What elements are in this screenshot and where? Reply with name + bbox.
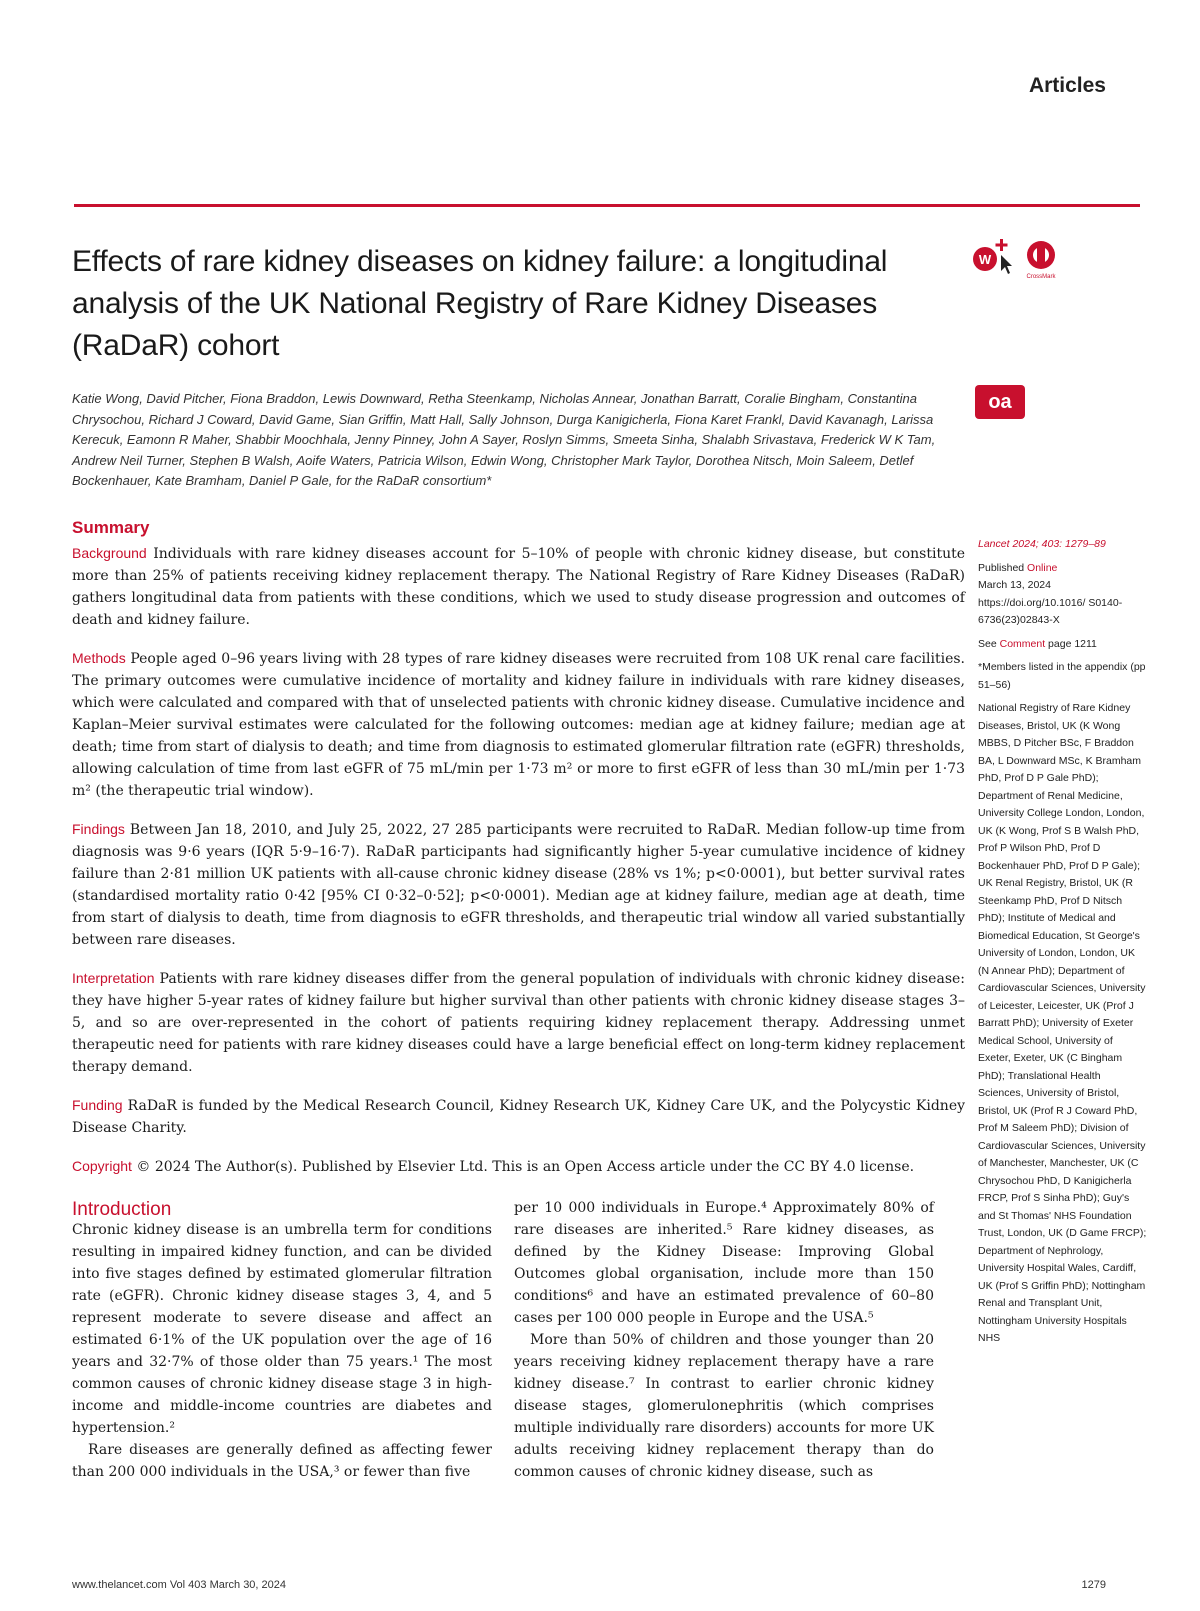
article-title: Effects of rare kidney diseases on kidney failure: a longitudinal analysis of the UK National Registry of Rare Kidney Diseases (RaDaR) cohort (72, 245, 888, 362)
svg-text:W: W (978, 252, 992, 267)
comment-page: page 1211 (1048, 637, 1097, 650)
published-date: March 13, 2024 (978, 579, 1051, 591)
summary-heading: Summary (72, 518, 150, 537)
doi-link[interactable]: https://doi.org/10.1016/ S0140-6736(23)02843-X (978, 596, 1123, 626)
bookmark-plus-icon[interactable] (973, 239, 1012, 274)
interpretation-label: Interpretation (72, 970, 155, 986)
background-label: Background (72, 545, 147, 561)
background-paragraph (72, 542, 965, 631)
journal-footer: www.thelancet.com Vol 403 March 30, 2024 (72, 1579, 287, 1591)
intro-column-left (72, 1219, 492, 1483)
affiliations: National Registry of Rare Kidney Diseases, Bristol, UK (K Wong MBBS, D Pitcher BSc, F Braddon BA, L Downward MSc, K Bramham PhD, Prof D P Gale PhD); Department of Renal Medicine, University College London, London, UK (K Wong, Prof S B Walsh PhD, Prof P Wilson PhD, Prof D Bockenhauer PhD, Prof D P Gale); UK Renal Registry, Bristol, UK (R Steenkamp PhD, Prof D Nitsch PhD); Institute of Medical and Biomedical Education, St George's University of London, London, UK (N Annear PhD); Department of Cardiovascular Sciences, University of Leicester, Leicester, UK (Prof J Barratt PhD); University of Exeter Medical School, University of Exeter, Exeter, UK (C Bingham PhD); Translational Health Sciences, University of Bristol, Bristol, UK (Prof R J Coward PhD, Prof M Saleem PhD); Division of Cardiovascular Sciences, University of Manchester, Manchester, UK (C Chrysochou PhD, D Kanigicherla FRCP, Prof S Sinha PhD); Guy's and St Thomas' NHS Foundation Trust, London, UK (D Game FRCP); Department of Nephrology, University Hospital Wales, Cardiff, UK (Prof S Griffin PhD); Nottingham Renal and Transplant Unit, Nottingham University Hospitals NHS (978, 702, 1147, 1344)
funding-text: RaDaR is funded by the Medical Research Council, Kidney Research UK, Kidney Care UK, and the Polycystic Kidney Disease Charity. (72, 1098, 966, 1136)
findings-text: Between Jan 18, 2010, and July 25, 2022, 27 285 participants were recruited to RaDaR. Median follow-up time from diagnosis was 9·6 years (IQR 5·9–16·7). RaDaR participants had significantly higher 5-year cumulative incidence of kidney failure than 2·81 million UK patients with all-cause chronic kidney disease (28% vs 1%; p<0·0001), but better survival rates (standardised mortality ratio 0·42 [95% CI 0·32–0·52]; p<0·0001). Median age at kidney failure, median age at death, time from start of dialysis to death, time from diagnosis to eGFR thresholds, and therapeutic trial window all varied substantially between rare diseases. (72, 822, 966, 948)
see-prefix: See (978, 637, 997, 650)
copyright-label: Copyright (72, 1158, 132, 1174)
summary (72, 517, 965, 1194)
interpretation-text: Patients with rare kidney diseases differ from the general population of individuals with chronic kidney disease: they have higher 5-year rates of kidney failure but higher survival than other patients with chronic kidney disease stages 3–5, and so are over-represented in the cohort of patients requiring kidney replacement therapy. Addressing unmet therapeutic need for patients with rare kidney diseases could have a large beneficial effect on long-term kidney replacement therapy demand. (72, 971, 966, 1075)
members-note: *Members listed in the appendix (pp 51–56) (978, 661, 1146, 691)
sidebar-notes (978, 536, 1148, 1348)
funding-paragraph (72, 1094, 965, 1139)
published-prefix: Published (978, 561, 1025, 574)
methods-paragraph (72, 647, 965, 802)
intro-column-right (514, 1197, 934, 1483)
copyright-text: © 2024 The Author(s). Published by Elsevier Ltd. This is an Open Access article under the CC BY 4.0 license. (136, 1159, 915, 1175)
interpretation-paragraph (72, 967, 965, 1078)
journal-citation[interactable]: Lancet 2024; 403: 1279–89 (978, 538, 1106, 550)
background-text: Individuals with rare kidney diseases account for 5–10% of people with chronic kidney disease, but constitute more than 25% of patients receiving kidney replacement therapy. The National Registry of Rare Kidney Diseases (RaDaR) gathers longitudinal data from patients with these conditions, which we used to study disease progression and outcomes of death and kidney failure. (72, 546, 965, 628)
author-list: Katie Wong, David Pitcher, Fiona Braddon, Lewis Downward, Retha Steenkamp, Nicholas Annear, Jonathan Barratt, Coralie Bingham, Constantina Chrysochou, Richard J Coward, David Game, Sian Griffin, Matt Hall, Sally Johnson, Durga Kanigicherla, Fiona Karet Frankl, David Kavanagh, Larissa Kerecuk, Eamonn R Maher, Shabbir Moochhala, Jenny Pinney, John A Sayer, Roslyn Simms, Smeeta Sinha, Shalabh Srivastava, Frederick W K Tam, Andrew Neil Turner, Stephen B Walsh, Aoife Waters, Patricia Wilson, Edwin Wong, Christopher Mark Taylor, Dorothea Nitsch, Moin Saleem, Detlef Bockenhauer, Kate Bramham, Daniel P Gale, for the RaDaR consortium* (72, 391, 936, 489)
intro-paragraph: More than 50% of children and those younger than 20 years receiving kidney replacement therapy have a rare kidney disease.⁷ In contrast to earlier chronic kidney disease stages, glomerulonephritis (which comprises multiple individually rare disorders) accounts for more UK adults receiving kidney replacement therapy than do common causes of chronic kidney disease, such as (514, 1332, 934, 1480)
section-label: Articles (1028, 74, 1106, 97)
comment-link[interactable]: Comment (999, 637, 1046, 650)
see-comment-line (978, 636, 1148, 654)
methods-label: Methods (72, 650, 126, 666)
crossmark-label: CrossMark (1026, 274, 1056, 280)
findings-paragraph (72, 818, 965, 951)
article-badges (970, 237, 1070, 281)
findings-label: Findings (72, 821, 125, 837)
intro-paragraph: per 10 000 individuals in Europe.⁴ Approximately 80% of rare diseases are inherited.⁵ Rare kidney diseases, as defined by the Kidney Disease: Improving Global Outcomes global organisation, include more than 150 conditions⁶ and have an estimated prevalence of 60–80 cases per 100 000 people in Europe and the USA.⁵ (514, 1200, 934, 1326)
methods-text: People aged 0–96 years living with 28 types of rare kidney diseases were recruited from 108 UK renal care facilities. The primary outcomes were cumulative incidence of mortality and kidney failure in individuals with rare kidney diseases, which were calculated and compared with that of unselected patients with chronic kidney disease. Cumulative incidence and Kaplan–Meier survival estimates were calculated for the following outcomes: median age at kidney failure; median age at death; time from start of dialysis to death; and time from diagnosis to estimated glomerular filtration rate (eGFR) thresholds, allowing calculation of time from last eGFR of 75 mL/min per 1·73 m² or more to first eGFR of less than 30 mL/min per 1·73 m² (the therapeutic trial window). (72, 651, 965, 799)
page-number: 1279 (1081, 1579, 1106, 1591)
published-line (978, 560, 1148, 578)
crossmark-icon[interactable] (1026, 241, 1056, 280)
intro-paragraph: Chronic kidney disease is an umbrella term for conditions resulting in impaired kidney function, and can be divided into five stages defined by estimated glomerular filtration rate (eGFR). Chronic kidney disease stages 3, 4, and 5 represent moderate to severe disease and affect an estimated 6·1% of the UK population over the age of 16 years and 32·7% of those older than 75 years.¹ The most common causes of chronic kidney disease stage 3 in high-income and middle-income countries are diabetes and hypertension.² (72, 1222, 492, 1436)
open-access-badge: oa (975, 385, 1025, 419)
introduction-heading: Introduction (72, 1199, 172, 1220)
copyright-paragraph (72, 1155, 965, 1178)
published-online-link[interactable]: Online (1027, 561, 1058, 574)
intro-paragraph: Rare diseases are generally defined as affecting fewer than 200 000 individuals in the USA,³ or fewer than five (72, 1442, 492, 1480)
header-rule (74, 204, 1140, 207)
funding-label: Funding (72, 1097, 123, 1113)
